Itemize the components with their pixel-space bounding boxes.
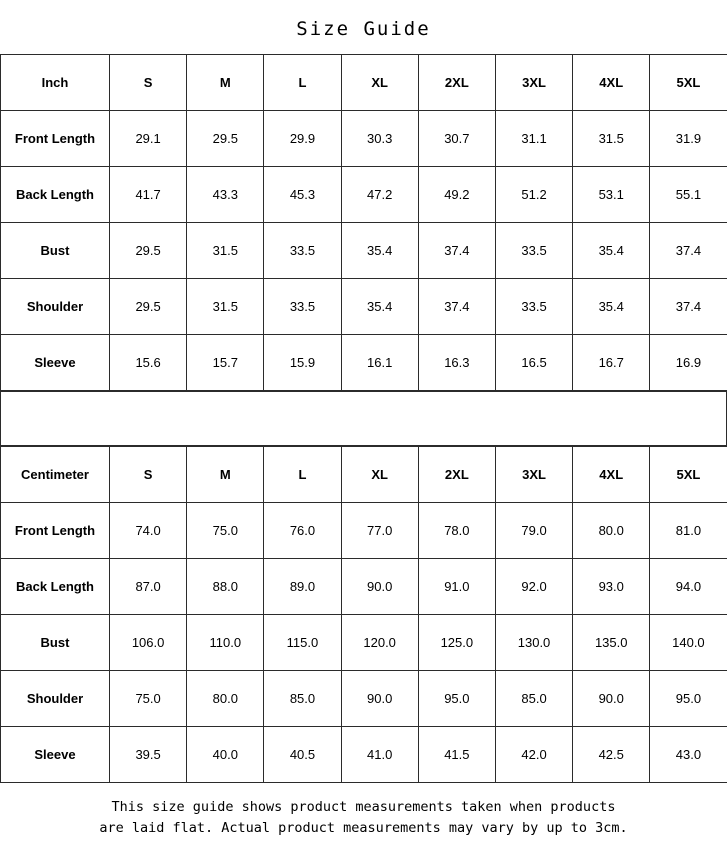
cell: 29.9: [264, 111, 341, 167]
cell: 125.0: [418, 615, 495, 671]
cell: 89.0: [264, 559, 341, 615]
table-row: [1, 111, 727, 167]
row-label: Front Length: [1, 503, 110, 559]
table-row: [1, 671, 727, 727]
cell: 29.5: [110, 279, 187, 335]
cell: 106.0: [110, 615, 187, 671]
footer-note: [0, 783, 727, 839]
cell: 33.5: [264, 279, 341, 335]
row-label: Shoulder: [1, 671, 110, 727]
cell: 76.0: [264, 503, 341, 559]
cell: 75.0: [187, 503, 264, 559]
size-header: 5XL: [650, 447, 727, 503]
row-label: Shoulder: [1, 279, 110, 335]
table-row: [1, 727, 727, 783]
cell: 85.0: [495, 671, 572, 727]
table-header-row: [1, 55, 727, 111]
cell: 35.4: [573, 223, 650, 279]
cell: 42.5: [573, 727, 650, 783]
size-header: M: [187, 447, 264, 503]
cell: 115.0: [264, 615, 341, 671]
cell: 47.2: [341, 167, 418, 223]
row-label: Back Length: [1, 167, 110, 223]
cell: 41.0: [341, 727, 418, 783]
cell: 40.5: [264, 727, 341, 783]
row-label: Back Length: [1, 559, 110, 615]
cell: 41.5: [418, 727, 495, 783]
unit-label: Inch: [1, 55, 110, 111]
row-label: Sleeve: [1, 727, 110, 783]
unit-label: Centimeter: [1, 447, 110, 503]
size-header: L: [264, 447, 341, 503]
row-label: Front Length: [1, 111, 110, 167]
size-header: 2XL: [418, 55, 495, 111]
cell: 49.2: [418, 167, 495, 223]
cell: 37.4: [418, 279, 495, 335]
size-header: S: [110, 55, 187, 111]
cell: 79.0: [495, 503, 572, 559]
cell: 15.7: [187, 335, 264, 391]
size-header: 4XL: [573, 55, 650, 111]
cell: 35.4: [573, 279, 650, 335]
page-title: Size Guide: [296, 18, 431, 40]
table-row: [1, 335, 727, 391]
cell: 41.7: [110, 167, 187, 223]
cell: 130.0: [495, 615, 572, 671]
cell: 37.4: [650, 223, 727, 279]
size-header: 3XL: [495, 447, 572, 503]
table-row: [1, 503, 727, 559]
table-row: [1, 279, 727, 335]
cell: 80.0: [187, 671, 264, 727]
cell: 16.9: [650, 335, 727, 391]
table-separator: [0, 391, 727, 446]
cell: 39.5: [110, 727, 187, 783]
cell: 33.5: [495, 223, 572, 279]
cell: 88.0: [187, 559, 264, 615]
row-label: Bust: [1, 615, 110, 671]
cell: 43.3: [187, 167, 264, 223]
size-header: XL: [341, 447, 418, 503]
cell: 75.0: [110, 671, 187, 727]
cell: 90.0: [573, 671, 650, 727]
cell: 16.1: [341, 335, 418, 391]
cell: 45.3: [264, 167, 341, 223]
size-header: 4XL: [573, 447, 650, 503]
table-row: [1, 615, 727, 671]
size-header: M: [187, 55, 264, 111]
cell: 87.0: [110, 559, 187, 615]
cell: 16.5: [495, 335, 572, 391]
cell: 29.5: [110, 223, 187, 279]
size-header: 3XL: [495, 55, 572, 111]
cell: 30.3: [341, 111, 418, 167]
cell: 91.0: [418, 559, 495, 615]
table-header-row: [1, 447, 727, 503]
cell: 15.9: [264, 335, 341, 391]
cell: 29.1: [110, 111, 187, 167]
cell: 135.0: [573, 615, 650, 671]
cell: 120.0: [341, 615, 418, 671]
cell: 95.0: [418, 671, 495, 727]
size-header: L: [264, 55, 341, 111]
table-row: [1, 559, 727, 615]
cell: 80.0: [573, 503, 650, 559]
cell: 16.7: [573, 335, 650, 391]
cell: 31.5: [573, 111, 650, 167]
row-label: Bust: [1, 223, 110, 279]
cell: 43.0: [650, 727, 727, 783]
cell: 90.0: [341, 671, 418, 727]
cell: 37.4: [418, 223, 495, 279]
centimeter-size-table: [0, 446, 727, 783]
cell: 31.9: [650, 111, 727, 167]
cell: 94.0: [650, 559, 727, 615]
footer-line-2: are laid flat. Actual product measurements may vary by up to 3cm.: [99, 819, 628, 836]
inch-size-table: [0, 54, 727, 391]
footer-line-1: This size guide shows product measurements taken when products: [111, 799, 616, 815]
cell: 81.0: [650, 503, 727, 559]
cell: 95.0: [650, 671, 727, 727]
size-header: 5XL: [650, 55, 727, 111]
cell: 74.0: [110, 503, 187, 559]
table-row: [1, 167, 727, 223]
cell: 37.4: [650, 279, 727, 335]
cell: 90.0: [341, 559, 418, 615]
cell: 16.3: [418, 335, 495, 391]
cell: 92.0: [495, 559, 572, 615]
row-label: Sleeve: [1, 335, 110, 391]
size-header: S: [110, 447, 187, 503]
cell: 30.7: [418, 111, 495, 167]
cell: 31.5: [187, 223, 264, 279]
size-header: 2XL: [418, 447, 495, 503]
cell: 31.5: [187, 279, 264, 335]
cell: 35.4: [341, 223, 418, 279]
cell: 53.1: [573, 167, 650, 223]
cell: 35.4: [341, 279, 418, 335]
cell: 85.0: [264, 671, 341, 727]
cell: 140.0: [650, 615, 727, 671]
cell: 77.0: [341, 503, 418, 559]
cell: 40.0: [187, 727, 264, 783]
cell: 110.0: [187, 615, 264, 671]
cell: 93.0: [573, 559, 650, 615]
cell: 15.6: [110, 335, 187, 391]
size-header: XL: [341, 55, 418, 111]
cell: 31.1: [495, 111, 572, 167]
cell: 29.5: [187, 111, 264, 167]
cell: 33.5: [495, 279, 572, 335]
cell: 33.5: [264, 223, 341, 279]
cell: 55.1: [650, 167, 727, 223]
cell: 42.0: [495, 727, 572, 783]
cell: 51.2: [495, 167, 572, 223]
cell: 78.0: [418, 503, 495, 559]
table-row: [1, 223, 727, 279]
